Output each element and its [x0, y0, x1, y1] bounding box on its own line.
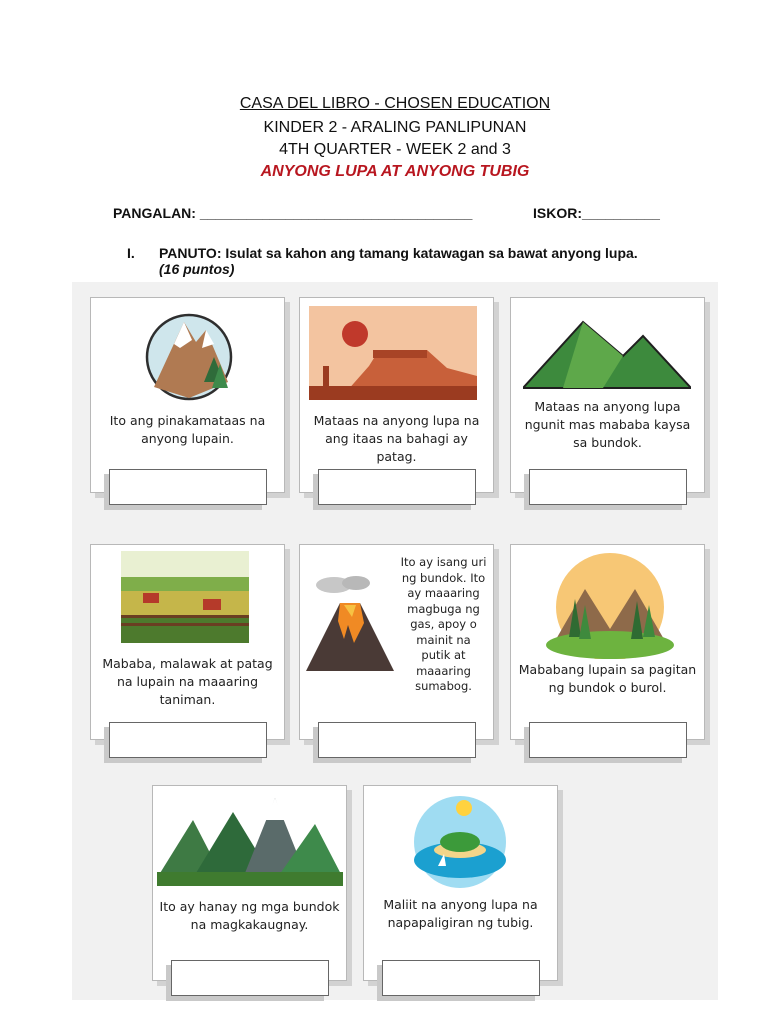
instructions [127, 245, 638, 277]
card-mountain [90, 297, 285, 493]
card-description: Mababa, malawak at patag na lupain na maaaring taniman. [102, 656, 273, 707]
quarter-week: 4TH QUARTER - WEEK 2 and 3 [279, 141, 511, 158]
card-hill [510, 297, 705, 493]
answer-box[interactable] [171, 960, 329, 996]
card-valley [510, 544, 705, 740]
answer-box[interactable] [318, 469, 476, 505]
answer-box[interactable] [529, 469, 687, 505]
instruction-text: PANUTO: Isulat sa kahon ang tamang katawagan sa bawat anyong lupa. [159, 245, 638, 261]
name-field[interactable]: PANGALAN: ___________________________________ [113, 205, 473, 221]
card-description: Mataas na anyong lupa ngunit mas mababa kaysa sa bundok. [524, 399, 691, 450]
card-plateau [299, 297, 494, 493]
grade-subject: KINDER 2 - ARALING PANLIPUNAN [263, 119, 527, 136]
card-description: Mataas na anyong lupa na ang itaas na bahagi ay patag. [313, 413, 480, 464]
plain-icon [121, 551, 249, 643]
answer-box[interactable] [109, 469, 267, 505]
score-field[interactable]: ISKOR:__________ [533, 205, 660, 221]
section-number: I. [127, 245, 135, 261]
card-volcano [299, 544, 494, 740]
points-label: (16 puntos) [159, 261, 235, 277]
island-icon [410, 794, 510, 890]
card-description: Maliit na anyong lupa na napapaligiran ng tubig. [383, 897, 538, 930]
answer-box[interactable] [318, 722, 476, 758]
worksheet-subtitle: ANYONG LUPA AT ANYONG TUBIG [260, 163, 530, 180]
school-title: CASA DEL LIBRO - CHOSEN EDUCATION [239, 95, 551, 112]
valley-icon [545, 549, 675, 659]
mountain-icon [144, 302, 234, 402]
card-description: Ito ay hanay ng mga bundok na magkakaugnay. [159, 899, 340, 932]
mountain-range-icon [157, 794, 343, 886]
card-description: Mababang lupain sa pagitan ng bundok o burol. [518, 662, 697, 695]
card-mountain-range [152, 785, 347, 981]
answer-box[interactable] [382, 960, 540, 996]
hill-icon [523, 316, 691, 391]
answer-box[interactable] [529, 722, 687, 758]
card-description: Ito ang pinakamataas na anyong lupain. [109, 413, 266, 446]
answer-box[interactable] [109, 722, 267, 758]
card-plain [90, 544, 285, 740]
plateau-icon [309, 306, 477, 400]
card-island [363, 785, 558, 981]
volcano-icon [304, 573, 396, 673]
card-description: Ito ay isang uri ng bundok. Ito ay maaaring magbuga ng gas, apoy o mainit na putik at maaaring sumabog. [400, 555, 487, 693]
